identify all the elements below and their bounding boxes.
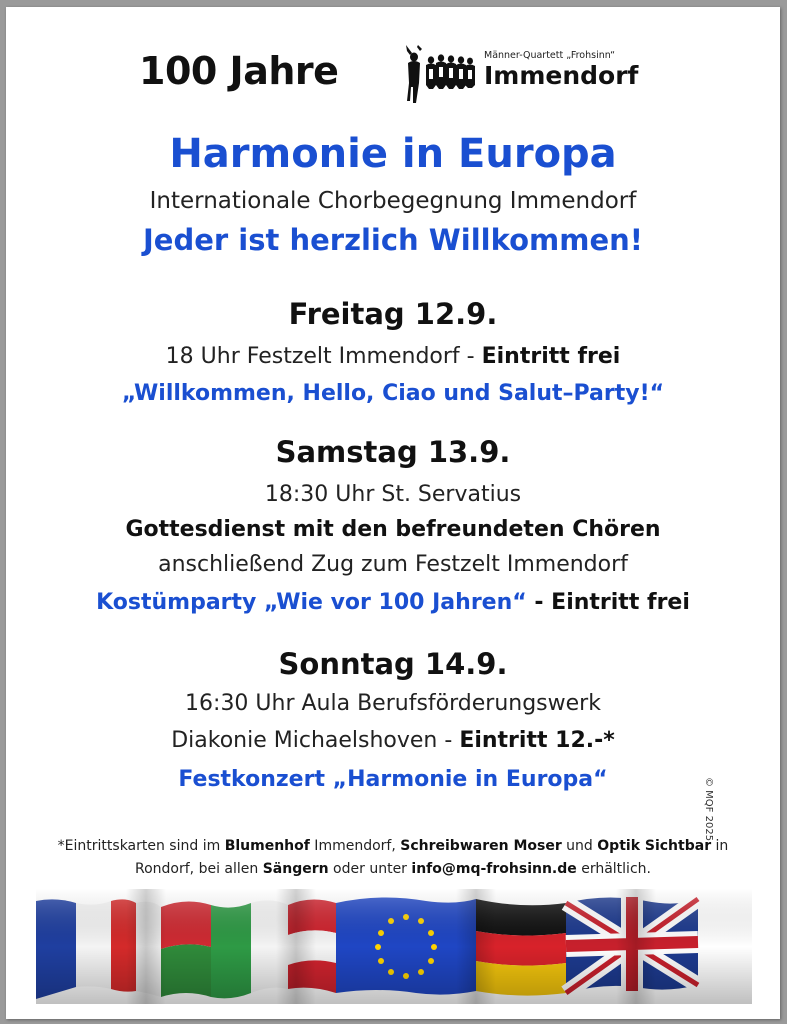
- friday-admission: Eintritt frei: [481, 344, 621, 369]
- saturday-party: Kostümparty „Wie vor 100 Jahren“: [96, 590, 527, 615]
- footnote-vendor: Schreibwaren Moser: [400, 838, 562, 854]
- footnote-text: oder unter: [328, 861, 412, 877]
- saturday-time-place: 18:30 Uhr St. Servatius: [264, 482, 522, 507]
- friday-time-place: 18 Uhr Festzelt Immendorf -: [165, 344, 482, 369]
- sunday-concert: Festkonzert „Harmonie in Europa“: [178, 767, 608, 792]
- friday-heading: Freitag 12.9.: [288, 297, 498, 331]
- footnote-text: in Rondorf, bei allen: [135, 838, 729, 877]
- saturday-party-line: [6, 590, 780, 615]
- poster-page: [6, 7, 780, 1019]
- footnote-email: info@mq-frohsinn.de: [411, 861, 577, 877]
- sunday-venue: Diakonie Michaelshoven -: [171, 728, 460, 753]
- sunday-admission: Eintritt 12.-*: [459, 728, 615, 753]
- event-title: Harmonie in Europa: [169, 131, 617, 177]
- ticket-footnote: [46, 835, 740, 881]
- choir-logo-icon: [398, 43, 482, 107]
- footnote-vendor: Blumenhof: [224, 838, 310, 854]
- sunday-heading: Sonntag 14.9.: [278, 647, 508, 681]
- footnote-text: und: [561, 838, 598, 854]
- friday-details: [6, 344, 780, 369]
- club-name-small: Männer-Quartett „Frohsinn“: [484, 50, 615, 61]
- footnote-text: Immendorf,: [309, 838, 401, 854]
- anniversary-heading: 100 Jahre: [139, 49, 339, 93]
- saturday-heading: Samstag 13.9.: [275, 435, 511, 469]
- sunday-time-place: 16:30 Uhr Aula Berufsförderungswerk: [185, 691, 601, 716]
- copyright-note: © MQF 2025: [703, 777, 714, 842]
- footnote-text: erhältlich.: [576, 861, 651, 877]
- poster-header: [6, 43, 780, 113]
- saturday-procession: anschließend Zug zum Festzelt Immendorf: [158, 552, 628, 577]
- footnote-vendor: Optik Sichtbar: [597, 838, 712, 854]
- club-name-town: Immendorf: [484, 61, 639, 90]
- footnote-vendor: Sängern: [262, 861, 329, 877]
- friday-party: „Willkommen, Hello, Ciao und Salut–Party!“: [121, 381, 665, 406]
- saturday-admission: - Eintritt frei: [526, 590, 690, 615]
- flags-banner: [36, 889, 752, 1004]
- welcome-line: Jeder ist herzlich Willkommen!: [143, 223, 643, 257]
- sunday-venue-line: [6, 728, 780, 753]
- footnote-text: *Eintrittskarten sind im: [57, 838, 225, 854]
- event-subtitle: Internationale Chorbegegnung Immendorf: [149, 188, 637, 214]
- saturday-service: Gottesdienst mit den befreundeten Chören: [125, 517, 661, 542]
